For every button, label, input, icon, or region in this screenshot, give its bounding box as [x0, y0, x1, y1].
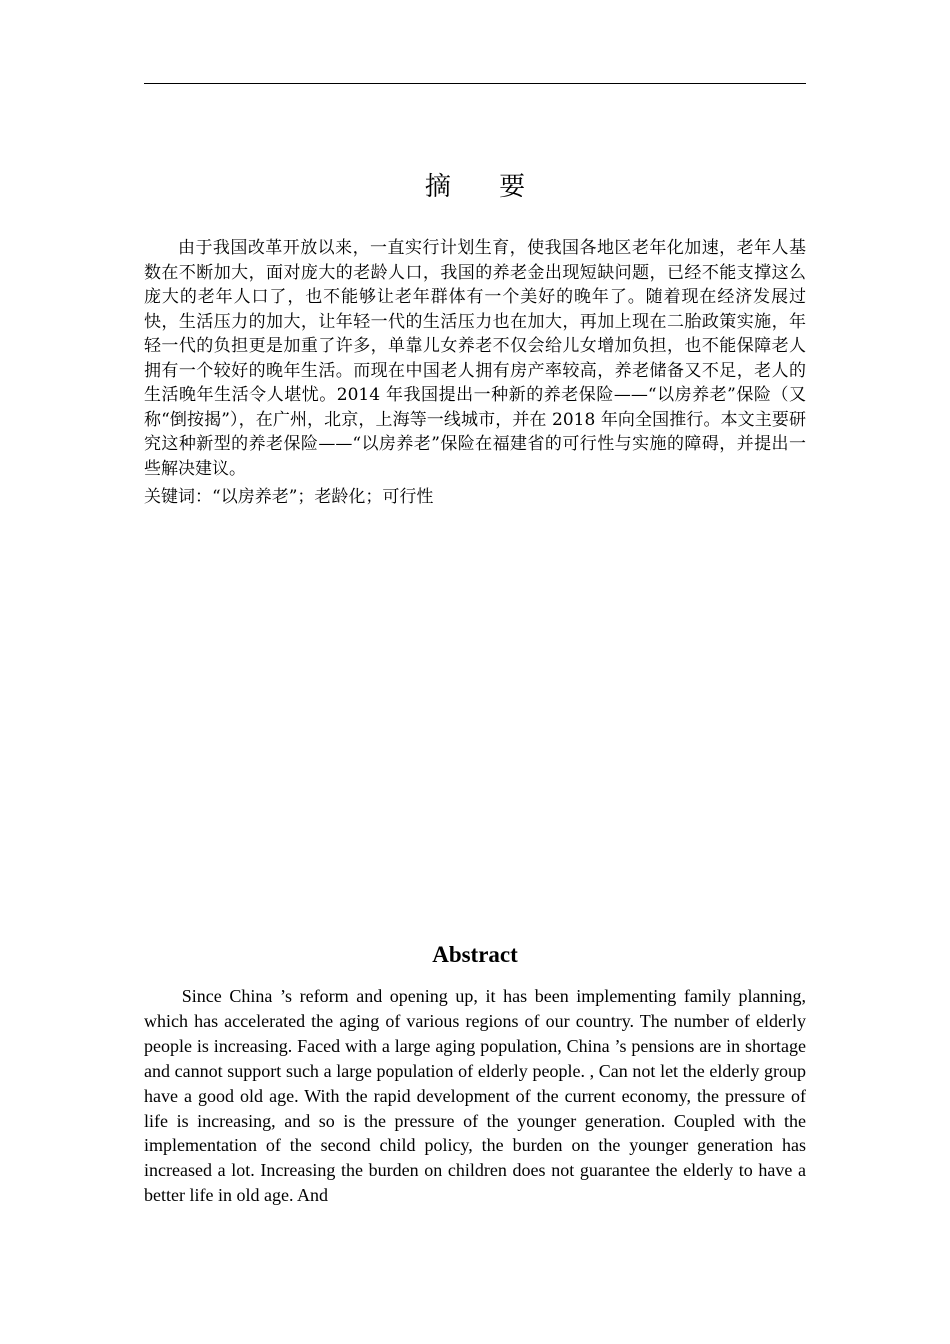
chinese-abstract-body: 由于我国改革开放以来，一直实行计划生育，使我国各地区老年化加速，老年人基数在不断加大，面对庞大的老龄人口，我国的养老金出现短缺问题，已经不能支撑这么庞大的老年人口了，也不能够让老年群体有一个美好的晚年了。随着现在经济发展过快，生活压力的加大，让年轻一代的生活压力也在加大，再加上现在二胎政策实施，年轻一代的负担更是加重了许多，单靠儿女养老不仅会给儿女增加负担，也不能保障老人拥有一个较好的晚年生活。而现在中国老人拥有房产率较高，养老储备又不足，老人的生活晚年生活令人堪忧。2014 年我国提出一种新的养老保险——“以房养老”保险（又称“倒按揭”），在广州，北京，上海等一线城市，并在 2018 年向全国推行。本文主要研究这种新型的养老保险——“以房养老”保险在福建省的可行性与实施的障碍，并提出一些解决建议。 — [144, 238, 806, 479]
chinese-abstract-title: 摘 要 — [424, 172, 546, 202]
keywords-label: 关键词： — [144, 487, 212, 507]
keywords-text: “以房养老”；老龄化；可行性 — [212, 487, 434, 507]
keywords-line — [144, 485, 806, 510]
english-abstract-body: Since China ’s reform and opening up, it has been implementing family planning, which has accelerated the aging of various regions of our country. The number of elderly people is increasing. Faced with a large aging population, China ’s pensions are in shortage and cannot support such a large population of elderly people. , Can not let the elderly group have a good old age. With the rapid development of the current economy, the pressure of life is increasing, and so is the pressure of the younger generation. Coupled with the implementation of the second child policy, the burden on the younger generation has increased a lot. Increasing the burden on children does not guarantee the elderly to have a better life in old age. And — [144, 986, 806, 1206]
header-rule — [144, 83, 806, 84]
english-abstract-title: Abstract — [432, 942, 518, 967]
